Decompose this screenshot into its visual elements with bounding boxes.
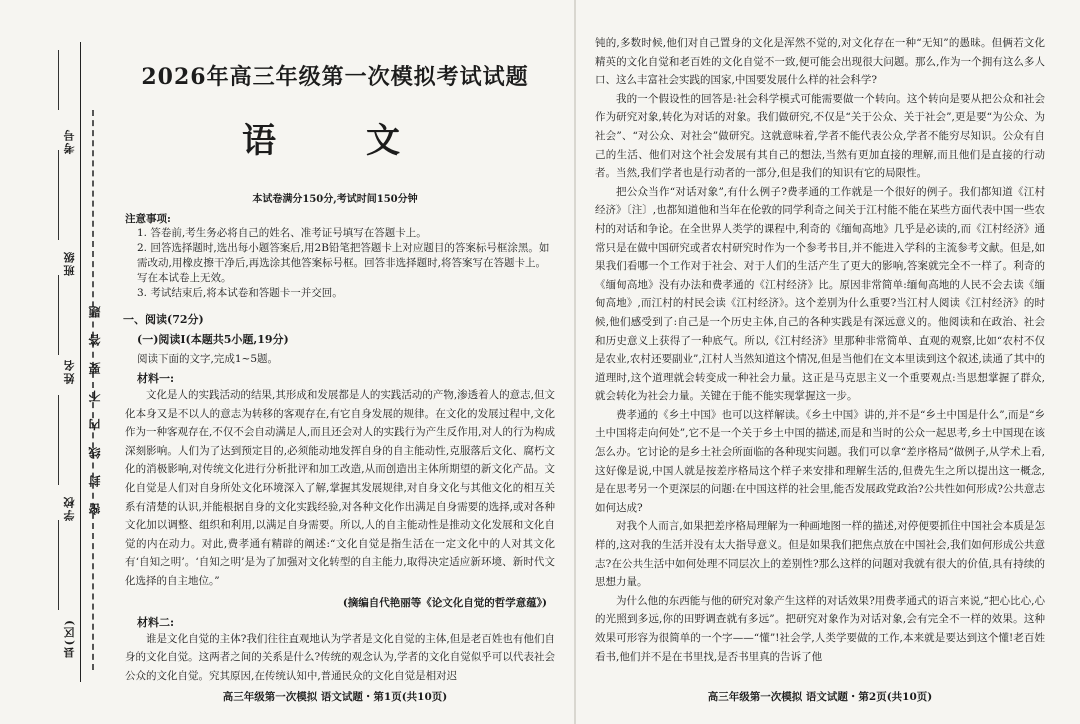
paragraph: 把公众当作“对话对象”,有什么例子?费孝通的工作就是一个很好的例子。我们都知道《江村经济》〔注〕,也都知道他和当年在伦敦的同学利奇之间关于江村能不能在某些方面代表中国一些农村的对话和争论。在全世界人类学的课程中,利奇的《缅甸高地》几乎是必读的,而《江村经济》通常只是在做中国研究或者农村研究时作为一个参考书目,并不能进入学科的主流参考文献。但是,如果我们看哪一个工作对于社会、对于人们的生活产生了更大的影响,答案就完全不一样了。利奇的《缅甸高地》没有办法和费孝通的《江村经济》比。原因非常简单:缅甸高地的人民不会去读《缅甸高地》,而江村的村民会读《江村经济》。这个差别为什么重要?当江村人阅读《江村经济》的时候,他们感受到了:自己是一个历史主体,自己的各种实践是有深远意义的。他阅读和在政治、社会和历史意义上获得了一种底气。所以,《江村经济》里那种非常简单、直观的观察,比如“农村不仅是农业,农村还要副业”,江村人当然知道这个情况,但是当他们在文本里读到这个叙述,读通了其中的道理时,这个道理就会转变成一种社会力量。这正是马克思主义一个重要观点:当思想掌握了群众,就会转化为社会力量。关键在于能不能实现掌握这一步。 <box>595 185 1045 403</box>
school-label: 学校 <box>63 495 76 521</box>
note-item: 3. 考试结束后,将本试卷和答题卡一并交回。 <box>137 287 343 299</box>
class-label: 班级 <box>63 250 76 276</box>
paragraph: 我的一个假设性的回答是:社会科学模式可能需要做一个转向。这个转向是要从把公众和社会作为研究对象,转化为对话的对象。我们做研究,不仅是“关于公众、关于社会”,更是要“为公众、为社会”、“对公众、对社会”做研究。这就意味着,学者不能代表公众,学者不能穷尽知识。公众有自己的生活、他们对这个社会发展有其自己的想法,当然有更加直接的理解,而且他们是直接的行动者。当然,我们学者也是行动者的一部分,但是我们的知识有它的局限性。 <box>595 92 1045 180</box>
exam-no-blank[interactable] <box>58 50 59 110</box>
exam-no-label: 考号 <box>63 128 76 154</box>
page-fold <box>574 0 576 724</box>
notes-heading: 注意事项: <box>125 213 171 225</box>
material-1-text: 文化是人的实践活动的结果,其形成和发展都是人的实践活动的产物,渗透着人的意志,但文化本身又是不以人的意志为转移的客观存在,有它自身发展的规律。在文化的发展过程中,文化作为一种客观存在,不仅不会自动满足人,而且还会对人的实践行为产生反作用,对人的行为构成深刻影响。人们为了达到预定目的,必须能动地发挥自身的自主能动性,克服落后文化、腐朽文化的消极影响,对传统文化进行分析批评和加工改造,从而创造出主体所期望的新文化产品。文化自觉是人们对自身所处文化环境深入了解,掌握其发展规律,对自身文化与其他文化的相互关系有清楚的认识,并能根据自身的文化实践经验,对各种文化作出满足自身需要的选择,或对各种文化加以调整、组织和利用,以满足自身需要。所以,人的自主能动性是推动文化发展和文化自觉的内在动力。对此,费孝通有精辟的阐述:“文化自觉是指生活在一定文化中的人对其文化有‘自知之明’。‘自知之明’是为了加强对文化转型的自主能力,取得决定适应新环境、新时代文化选择的自主地位。” <box>125 389 556 587</box>
material-1-label: 材料一: <box>137 372 175 385</box>
reading-instruction: 阅读下面的文字,完成1~5题。 <box>137 353 278 365</box>
county-blank[interactable] <box>58 520 59 610</box>
class-blank[interactable] <box>58 150 59 240</box>
paragraph: 费孝通的《乡土中国》也可以这样解读。《乡土中国》讲的,并不是“乡土中国是什么”,而是“乡土中国将走向何处”,它不是一个关于乡土中国的描述,而是和当时的公众一起思考,乡土中国现在该怎么办。它讨论的是乡土社会所面临的各种现实问题。我们可以拿“差序格局”做例子,从学术上看,这好像是说,中国人就是按差序格局这个样子来安排和理解生活的,但费先生之所以提出这一概念,是在思考另一个更深层的问题:在中国这样的社会里,能否发展政党政治?公共性如何形成?公共意志如何达成? <box>595 408 1045 514</box>
note-item: 1. 答卷前,考生务必将自己的姓名、准考证号填写在答题卡上。 <box>137 227 427 239</box>
material-2-label: 材料二: <box>137 615 175 629</box>
material-1-source: (摘编自代艳丽等《论文化自觉的哲学意蕴》) <box>342 596 547 609</box>
gutter-rule <box>80 42 81 682</box>
binding-gutter <box>0 0 112 724</box>
material-2-text: 谁是文化自觉的主体?我们往往直观地认为学者是文化自觉的主体,但是老百姓也有他们自身的文化自觉。这两者之间的关系是什么?传统的观念认为,学者的文化自觉似乎可以代表社会公众的文化自觉。究其原因,在传统认知中,普通民众的文化自觉是相对迟 <box>125 632 555 682</box>
paragraph: 钝的,多数时候,他们对自己置身的文化是浑然不觉的,对文化存在一种“无知”的愚昧。但俩若文化精英的文化自觉和老百姓的文化自觉不一致,便可能会出现很大问题。那么,作为一个拥有这么多人口、这么丰富社会实践的国家,中国要发展什么样的社会科学? <box>595 37 1045 87</box>
exam-title: 2026年高三年级第一次模拟考试试题 <box>141 64 529 90</box>
county-label: 县(区) <box>63 618 76 659</box>
exam-meta: 本试卷满分150分,考试时间150分钟 <box>252 194 418 205</box>
page-2-footer: 高三年级第一次模拟 语文试题・第2页(共10页) <box>707 691 933 703</box>
paragraph: 对我个人而言,如果把差序格局理解为一种画地图一样的描述,对停便要抓住中国社会本质是怎样的,这对我的生活并没有太大指导意义。但是如果我们把焦点放在中国社会,我们如何形成公共意志?在公共生活中如何处理不同层次上的差别性?那么这样的问题对我就有很大的价值,具有持续的思想力量。 <box>595 520 1045 589</box>
subject-title: 语 文 <box>242 121 428 161</box>
page-1 <box>115 0 555 724</box>
note-item: 2. 回答选择题时,选出每小题答案后,用2B铅笔把答题卡上对应题目的答案标号框涂黑。如需改动,用橡皮擦干净后,再选涂其他答案标号框。回答非选择题时,将答案写在答题卡上。写在本试卷上无效。 <box>137 242 550 284</box>
name-blank[interactable] <box>58 275 59 355</box>
name-label: 姓名 <box>63 358 76 384</box>
school-blank[interactable] <box>58 395 59 485</box>
section-heading: 一、阅读(72分) <box>123 313 204 326</box>
subsection-heading: (一)阅读Ⅰ(本题共5小题,19分) <box>137 333 289 346</box>
page-1-footer: 高三年级第一次模拟 语文试题・第1页(共10页) <box>222 691 448 703</box>
seal-warning: 密 封 线 内 不 要 答 题 <box>88 300 102 516</box>
page-2 <box>595 0 1045 724</box>
paragraph: 为什么他的东西能与他的研究对象产生这样的对话效果?用费孝通式的语言来说,“把心比心,心的光照到多远,你的田野调查就有多远”。把研究对象作为对话对象,会有完全不一样的效果。这种效果可形容为很简单的一个字——“懂”!社会学,人类学要做的工作,本来就是要达到这个懂!老百姓看书,他们并不是在书里找,是否书里真的告诉了他 <box>595 594 1045 663</box>
